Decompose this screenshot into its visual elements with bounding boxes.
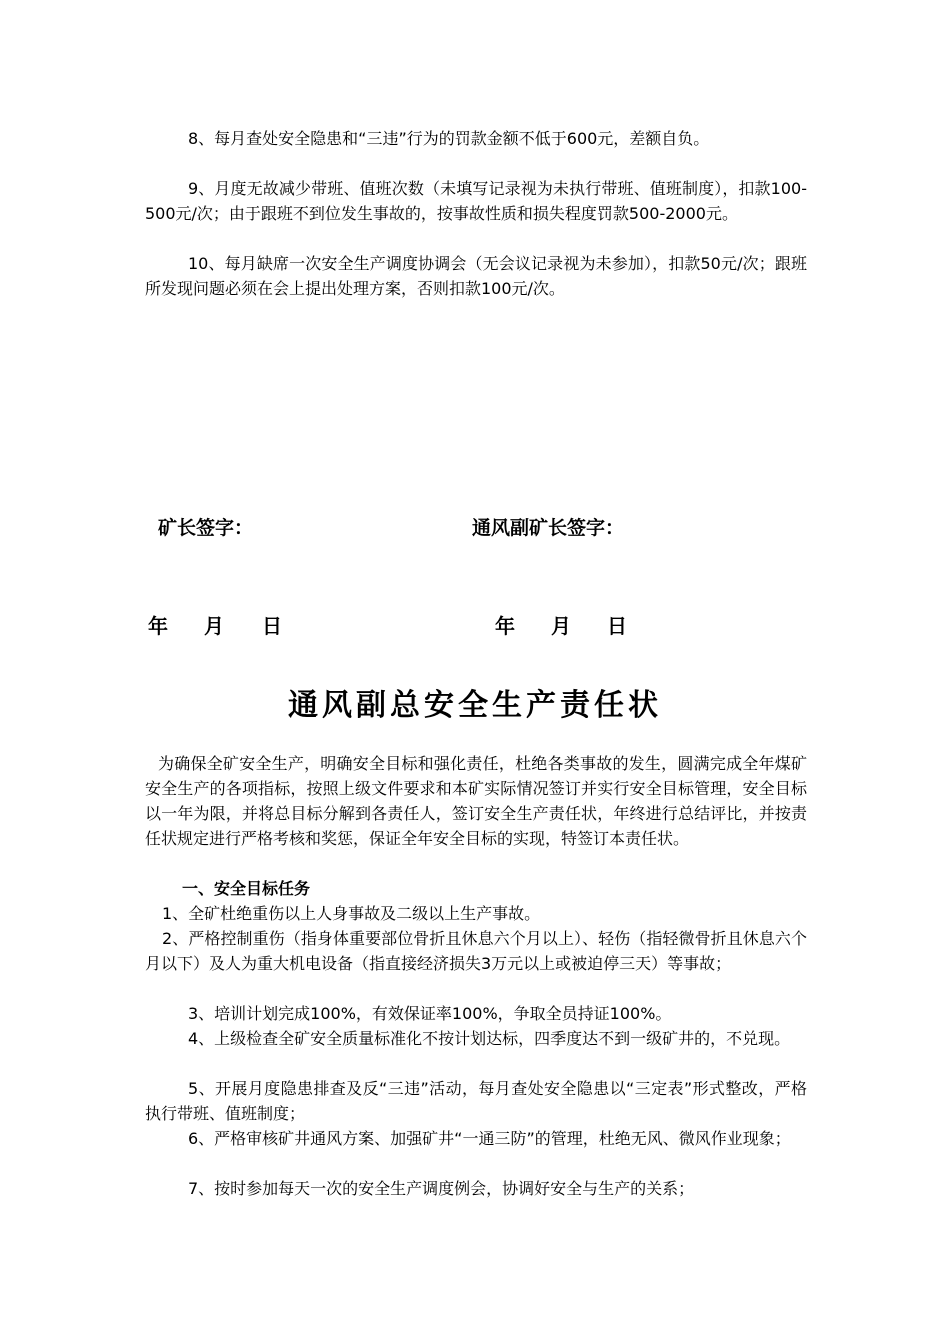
goal-item-6: 6、严格审核矿井通风方案、加强矿井“一通三防”的管理，杜绝无风、微风作业现象； [188,1129,791,1148]
mine-director-signature-label: 矿长签字： [158,517,254,539]
goal-item-3: 3、培训计划完成100%，有效保证率100%，争取全员持证100%。 [188,1004,672,1023]
right-date-line [495,610,627,639]
penalty-item-8: 8、每月查处安全隐患和“三违”行为的罚款金额不低于600元，差额自负。 [188,129,710,148]
section-heading-targets: 一、安全目标任务 [182,879,311,898]
goal-item-1: 1、全矿杜绝重伤以上人身事故及二级以上生产事故。 [162,904,541,923]
left-date-day: 日 [262,614,282,638]
document-title: 通风副总安全生产责任状 [288,688,662,723]
left-date-month: 月 [204,614,224,638]
penalty-item-10: 10、每月缺席一次安全生产调度协调会（无会议记录视为未参加），扣款50元/次；跟班所发现问题必须在会上提出处理方案，否则扣款100元/次。 [145,254,807,298]
goal-item-5: 5、开展月度隐患排查及反“三违”活动，每月查处安全隐患以“三定表”形式整改，严格执行带班、值班制度； [145,1079,807,1123]
penalty-item-9: 9、月度无故减少带班、值班次数（未填写记录视为未执行带班、值班制度），扣款100-500元/次；由于跟班不到位发生事故的，按事故性质和损失程度罚款500-2000元。 [145,179,807,223]
left-date-year: 年 [148,614,168,638]
ventilation-deputy-signature-label: 通风副矿长签字： [472,517,625,539]
right-date-month: 月 [551,614,571,638]
right-date-year: 年 [495,614,515,638]
goal-item-4: 4、上级检查全矿安全质量标准化不按计划达标，四季度达不到一级矿井的，不兑现。 [188,1029,791,1048]
intro-paragraph: 为确保全矿安全生产，明确安全目标和强化责任，杜绝各类事故的发生，圆满完成全年煤矿安全生产的各项指标，按照上级文件要求和本矿实际情况签订并实行安全目标管理，安全目标以一年为限，并将总目标分解到各责任人，签订安全生产责任状，年终进行总结评比，并按责任状规定进行严格考核和奖惩，保证全年安全目标的实现，特签订本责任状。 [145,754,807,848]
left-date-line [148,610,282,639]
goal-item-7: 7、按时参加每天一次的安全生产调度例会，协调好安全与生产的关系； [188,1179,695,1198]
right-date-day: 日 [607,614,627,638]
goal-item-2: 2、严格控制重伤（指身体重要部位骨折且休息六个月以上）、轻伤（指轻微骨折且休息六个月以下）及人为重大机电设备（指直接经济损失3万元以上或被迫停三天）等事故； [145,929,807,973]
